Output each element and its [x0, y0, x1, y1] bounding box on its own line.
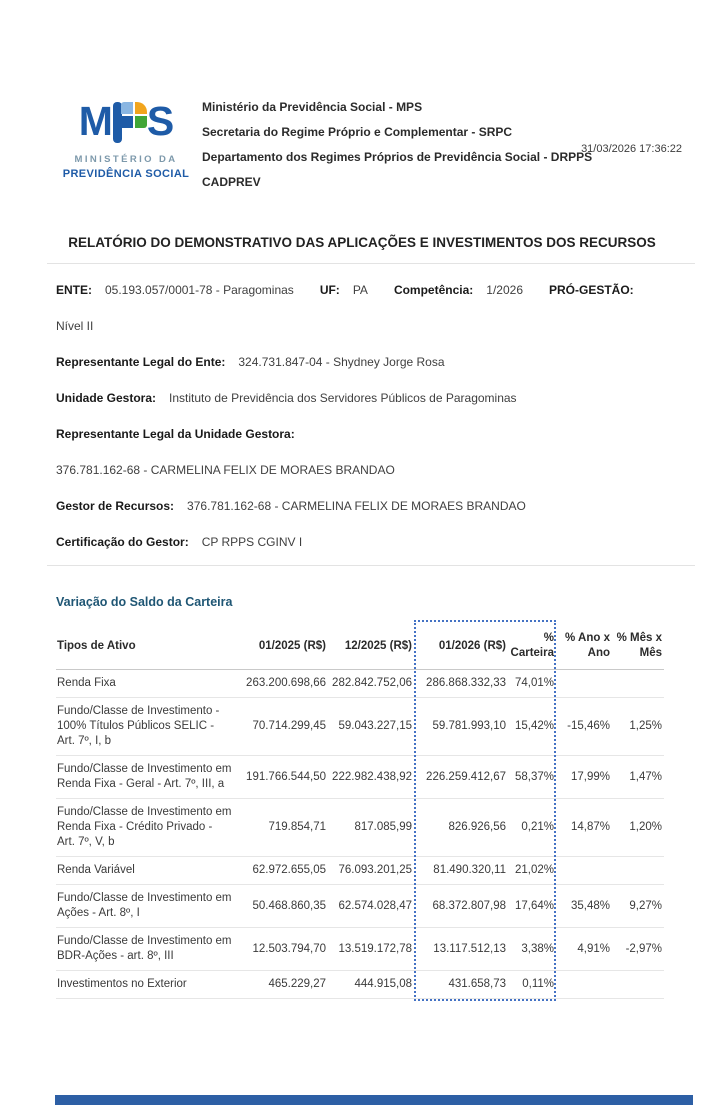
field-row-rep-ente — [56, 353, 684, 372]
col-header-pct-ano: % Ano x Ano — [556, 623, 612, 670]
pct-mes-cell — [612, 670, 664, 698]
mps-logo-mark — [60, 99, 192, 147]
value-01-2025-cell: 191.766.544,50 — [240, 756, 328, 799]
org-line-3: Departamento dos Regimes Próprios de Previdência Social - DRPPS — [202, 150, 593, 164]
asset-type-cell: Fundo/Classe de Investimento - 100% Títulos Públicos SELIC - Art. 7º, I, b — [56, 698, 240, 756]
section-title: Variação do Saldo da Carteira — [56, 595, 233, 609]
value-12-2025-cell: 13.519.172,78 — [328, 928, 414, 971]
progestao-value: Nível II — [56, 319, 94, 333]
portfolio-table — [56, 623, 664, 999]
mps-p-quadrants — [121, 102, 147, 128]
value-12-2025-cell: 444.915,08 — [328, 971, 414, 999]
asset-type-cell: Renda Variável — [56, 857, 240, 885]
field-row-rep-ug-value — [56, 461, 684, 480]
quadrant-green-icon — [135, 116, 147, 128]
section-divider — [47, 565, 695, 566]
value-12-2025-cell: 222.982.438,92 — [328, 756, 414, 799]
table-row — [56, 670, 664, 698]
mps-letter-m: M — [78, 98, 112, 144]
next-section-bar — [55, 1095, 693, 1105]
value-01-2026-cell: 286.868.332,33 — [414, 670, 508, 698]
asset-type-cell: Fundo/Classe de Investimento em Renda Fixa - Crédito Privado - Art. 7º, V, b — [56, 799, 240, 857]
org-line-4: CADPREV — [202, 175, 261, 189]
progestao-label: PRÓ-GESTÃO: — [549, 283, 634, 297]
rep-ente-label: Representante Legal do Ente: — [56, 355, 226, 369]
unidade-value: Instituto de Previdência dos Servidores Públicos de Paragominas — [169, 391, 517, 405]
value-12-2025-cell: 817.085,99 — [328, 799, 414, 857]
ente-value: 05.193.057/0001-78 - Paragominas — [105, 283, 294, 297]
ente-label: ENTE: — [56, 283, 92, 297]
table-row — [56, 857, 664, 885]
field-row-progestao-value — [56, 317, 684, 336]
pct-mes-cell: 1,47% — [612, 756, 664, 799]
pct-carteira-cell: 74,01% — [508, 670, 556, 698]
org-line-1: Ministério da Previdência Social - MPS — [202, 100, 423, 114]
report-title: RELATÓRIO DO DEMONSTRATIVO DAS APLICAÇÕES E INVESTIMENTOS DOS RECURSOS — [68, 235, 656, 250]
certificacao-value: CP RPPS CGINV I — [201, 535, 303, 549]
pct-carteira-cell: 15,42% — [508, 698, 556, 756]
pct-ano-cell: 35,48% — [556, 885, 612, 928]
asset-type-cell: Fundo/Classe de Investimento em Ações - Art. 8º, I — [56, 885, 240, 928]
competencia-value: 1/2026 — [486, 283, 523, 297]
asset-type-cell: Renda Fixa — [56, 670, 240, 698]
pct-carteira-cell: 3,38% — [508, 928, 556, 971]
value-01-2025-cell: 465.229,27 — [240, 971, 328, 999]
col-header-01-2026: 01/2026 (R$) — [414, 623, 508, 670]
value-12-2025-cell: 62.574.028,47 — [328, 885, 414, 928]
value-01-2025-cell: 70.714.299,45 — [240, 698, 328, 756]
gestor-value: 376.781.162-68 - CARMELINA FELIX DE MORAES BRANDAO — [187, 499, 526, 513]
mps-logo — [60, 93, 192, 195]
table-row — [56, 799, 664, 857]
pct-mes-cell: 1,25% — [612, 698, 664, 756]
pct-ano-cell: 4,91% — [556, 928, 612, 971]
field-row-certificacao — [56, 533, 684, 552]
table-row — [56, 928, 664, 971]
value-12-2025-cell: 76.093.201,25 — [328, 857, 414, 885]
value-01-2025-cell: 50.468.860,35 — [240, 885, 328, 928]
pct-carteira-cell: 21,02% — [508, 857, 556, 885]
quadrant-blue-icon — [121, 116, 133, 128]
pct-ano-cell — [556, 670, 612, 698]
rep-ug-value: 376.781.162-68 - CARMELINA FELIX DE MORAES BRANDAO — [56, 463, 395, 477]
gestor-label: Gestor de Recursos: — [56, 499, 175, 513]
field-row-ente — [56, 281, 684, 300]
title-divider — [47, 263, 695, 264]
logo-subtitle-2: PREVIDÊNCIA SOCIAL — [62, 168, 190, 180]
pct-ano-cell: 14,87% — [556, 799, 612, 857]
col-header-12-2025: 12/2025 (R$) — [328, 623, 414, 670]
asset-type-cell: Investimentos no Exterior — [56, 971, 240, 999]
certificacao-label: Certificação do Gestor: — [56, 535, 189, 549]
table-row — [56, 698, 664, 756]
rep-ug-label: Representante Legal da Unidade Gestora: — [56, 427, 295, 441]
asset-type-cell: Fundo/Classe de Investimento em BDR-Ações - art. 8º, III — [56, 928, 240, 971]
org-line-2: Secretaria do Regime Próprio e Complementar - SRPC — [202, 125, 513, 139]
rep-ente-value: 324.731.847-04 - Shydney Jorge Rosa — [238, 355, 445, 369]
table-header-row — [56, 623, 664, 670]
pct-mes-cell: -2,97% — [612, 928, 664, 971]
quadrant-lightblue-icon — [121, 102, 133, 114]
pct-ano-cell: 17,99% — [556, 756, 612, 799]
table-row — [56, 971, 664, 999]
field-row-gestor — [56, 497, 684, 516]
competencia-label: Competência: — [393, 283, 474, 297]
pct-mes-cell: 9,27% — [612, 885, 664, 928]
pct-carteira-cell: 17,64% — [508, 885, 556, 928]
pct-mes-cell — [612, 857, 664, 885]
pct-ano-cell: -15,46% — [556, 698, 612, 756]
portfolio-table-body — [56, 670, 664, 999]
value-01-2026-cell: 81.490.320,11 — [414, 857, 508, 885]
entity-fields — [56, 281, 684, 552]
value-12-2025-cell: 59.043.227,15 — [328, 698, 414, 756]
portfolio-table-wrap — [56, 623, 664, 999]
value-01-2026-cell: 68.372.807,98 — [414, 885, 508, 928]
uf-label: UF: — [319, 283, 340, 297]
quadrant-orange-icon — [135, 102, 147, 114]
pct-carteira-cell: 0,11% — [508, 971, 556, 999]
value-01-2026-cell: 13.117.512,13 — [414, 928, 508, 971]
org-lines — [202, 93, 592, 195]
col-header-pct-carteira: % Carteira — [508, 623, 556, 670]
mps-letter-s: S — [146, 98, 174, 144]
report-timestamp: 31/03/2026 17:36:22 — [581, 143, 682, 155]
mps-letter-p-icon — [113, 99, 146, 145]
uf-value: PA — [352, 283, 368, 297]
field-row-unidade — [56, 389, 684, 408]
table-row — [56, 756, 664, 799]
value-01-2025-cell: 263.200.698,66 — [240, 670, 328, 698]
value-01-2025-cell: 62.972.655,05 — [240, 857, 328, 885]
value-01-2025-cell: 12.503.794,70 — [240, 928, 328, 971]
asset-type-cell: Fundo/Classe de Investimento em Renda Fixa - Geral - Art. 7º, III, a — [56, 756, 240, 799]
value-01-2026-cell: 431.658,73 — [414, 971, 508, 999]
value-01-2026-cell: 59.781.993,10 — [414, 698, 508, 756]
pct-mes-cell — [612, 971, 664, 999]
pct-carteira-cell: 58,37% — [508, 756, 556, 799]
unidade-label: Unidade Gestora: — [56, 391, 157, 405]
pct-mes-cell: 1,20% — [612, 799, 664, 857]
pct-ano-cell — [556, 857, 612, 885]
table-row — [56, 885, 664, 928]
value-01-2025-cell: 719.854,71 — [240, 799, 328, 857]
col-header-tipos: Tipos de Ativo — [56, 623, 240, 670]
col-header-pct-mes: % Mês x Mês — [612, 623, 664, 670]
pct-ano-cell — [556, 971, 612, 999]
col-header-01-2025: 01/2025 (R$) — [240, 623, 328, 670]
logo-subtitle-1: MINISTÉRIO DA — [74, 154, 178, 165]
field-row-rep-ug-label — [56, 425, 684, 444]
pct-carteira-cell: 0,21% — [508, 799, 556, 857]
value-01-2026-cell: 826.926,56 — [414, 799, 508, 857]
value-01-2026-cell: 226.259.412,67 — [414, 756, 508, 799]
value-12-2025-cell: 282.842.752,06 — [328, 670, 414, 698]
